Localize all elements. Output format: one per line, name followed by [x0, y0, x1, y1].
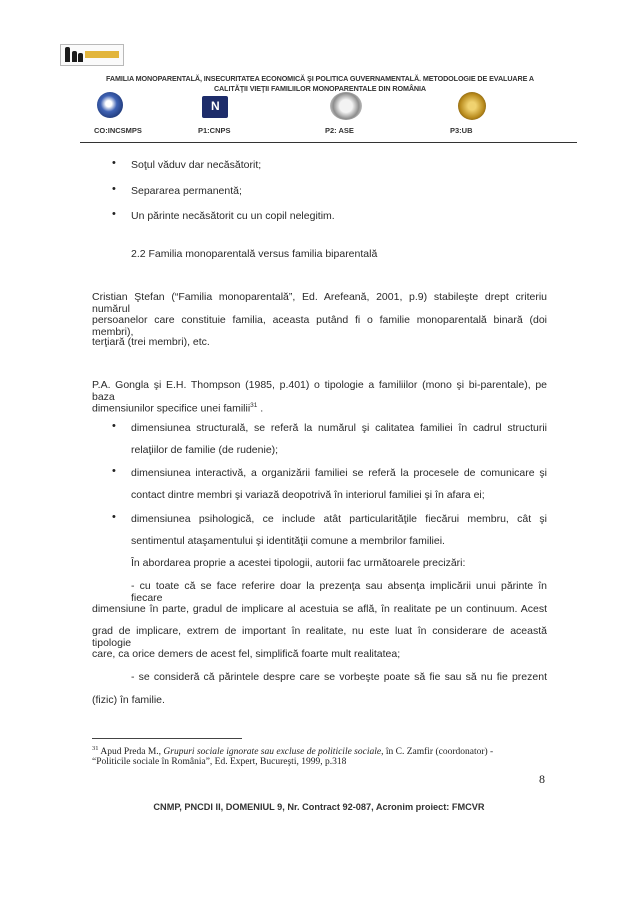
list-item: Separarea permanentă; — [131, 185, 242, 197]
footnote-divider — [92, 738, 242, 739]
dimension-3-line2: sentimentul ataşamentului şi identităţii comune a membrilor familiei. — [131, 535, 445, 547]
footnote-line2: “Politicile sociale în România”, Ed. Expert, Bucureşti, 1999, p.318 — [92, 757, 347, 767]
para4-line2: (fizic) în familie. — [92, 694, 165, 706]
dimension-1-line1: dimensiunea structurală, se referă la numărul şi calitatea familiei în cadrul structurii — [131, 422, 547, 434]
cnps-logo-icon: N — [202, 96, 228, 118]
bullet-icon: • — [112, 420, 116, 432]
para1-line3: terţiară (trei membri), etc. — [92, 336, 210, 348]
dimension-3-line1: dimensiunea psihologică, ce include atât particularităţile fiecărui membru, cât şi — [131, 513, 547, 525]
footnote-ref[interactable]: 31 — [250, 402, 258, 409]
para2-line2-text: dimensiunilor specifice unei familii — [92, 402, 251, 415]
project-logo — [60, 44, 124, 66]
ase-logo-icon — [330, 92, 362, 120]
partner-p2: P2: ASE — [325, 126, 354, 135]
page-footer: CNMP, PNCDI II, DOMENIUL 9, Nr. Contract 92-087, Acronim proiect: FMCVR — [153, 802, 485, 812]
list-item: Soţul văduv dar necăsătorit; — [131, 159, 262, 171]
header-title — [90, 74, 550, 93]
logo-figure-icon — [65, 47, 70, 62]
incsmps-logo-icon — [97, 92, 123, 118]
footnote-number: 31 — [92, 745, 99, 752]
para1-line1: Cristian Ştefan (“Familia monoparentală”, Ed. Arefeană, 2001, p.9) stabileşte drept criteriu numărul — [92, 291, 547, 315]
logo-figure-icon — [78, 53, 83, 62]
para1-line2: persoanelor care constituie familia, aceasta putând fi o familie monoparentală binară (doi membri), — [92, 314, 547, 338]
para2-line2 — [92, 402, 263, 415]
footnote-title: Grupuri sociale ignorate sau excluse de politicile sociale — [163, 747, 382, 758]
para3-line4: care, ca orice demers de acest fel, simplifică foarte mult realitatea; — [92, 648, 401, 660]
partner-co: CO:INCSMPS — [94, 126, 142, 135]
para3-line2: dimensiune în parte, gradul de implicare al acestuia se află, în realitate pe un continuum. Acest — [92, 603, 547, 615]
approach-line: În abordarea proprie a acestei tipologii, autorii fac următoarele precizări: — [131, 557, 466, 569]
para2-line1: P.A. Gongla şi E.H. Thompson (1985, p.401) o tipologie a familiilor (mono şi bi-parentale), pe baza — [92, 379, 547, 403]
dimension-2-line2: contact dintre membri şi variază deopotrivă în interiorul familiei şi în afara ei; — [131, 489, 485, 501]
bullet-icon: • — [112, 465, 116, 477]
para3-line3: grad de implicare, extrem de important în realitate, nu este luat în considerare de această tipologie — [92, 625, 547, 649]
logo-figure-icon — [72, 51, 77, 62]
ub-logo-icon — [458, 92, 486, 120]
header-title-line1: FAMILIA MONOPARENTALĂ, INSECURITATEA ECONOMICĂ ŞI POLITICA GUVERNAMENTALĂ. METODOLOGIE DE EVALUARE A — [105, 74, 535, 83]
footnote-text-b: , în C. Zamfir (coordonator) - — [381, 747, 494, 758]
footnote-text-a: Apud Preda M., — [98, 747, 164, 758]
bullet-icon: • — [112, 157, 116, 169]
header-divider — [80, 142, 577, 143]
section-heading: 2.2 Familia monoparentală versus familia biparentală — [131, 248, 378, 260]
bullet-icon: • — [112, 208, 116, 220]
header-title-line2: CALITĂŢII VIEŢII FAMILIILOR MONOPARENTALE DIN ROMÂNIA — [213, 83, 427, 93]
page-number: 8 — [539, 772, 545, 786]
para3-line1: - cu toate că se face referire doar la prezenţa sau absenţa implicării unui părinte în fiecare — [131, 580, 547, 604]
list-item: Un părinte necăsătorit cu un copil nelegitim. — [131, 210, 335, 222]
partner-p1: P1:CNPS — [198, 126, 231, 135]
logo-bar — [85, 51, 119, 58]
bullet-icon: • — [112, 183, 116, 195]
bullet-icon: • — [112, 511, 116, 523]
para4-line1: - se consideră că părintele despre care se vorbeşte poate să fie sau să nu fie prezent — [131, 671, 547, 683]
para2-line2-end: . — [257, 402, 264, 415]
dimension-1-line2: relaţiilor de familie (de rudenie); — [131, 444, 279, 456]
partner-p3: P3:UB — [450, 126, 473, 135]
dimension-2-line1: dimensiunea interactivă, a organizării familiei se referă la procesele de comunicare şi — [131, 467, 547, 479]
